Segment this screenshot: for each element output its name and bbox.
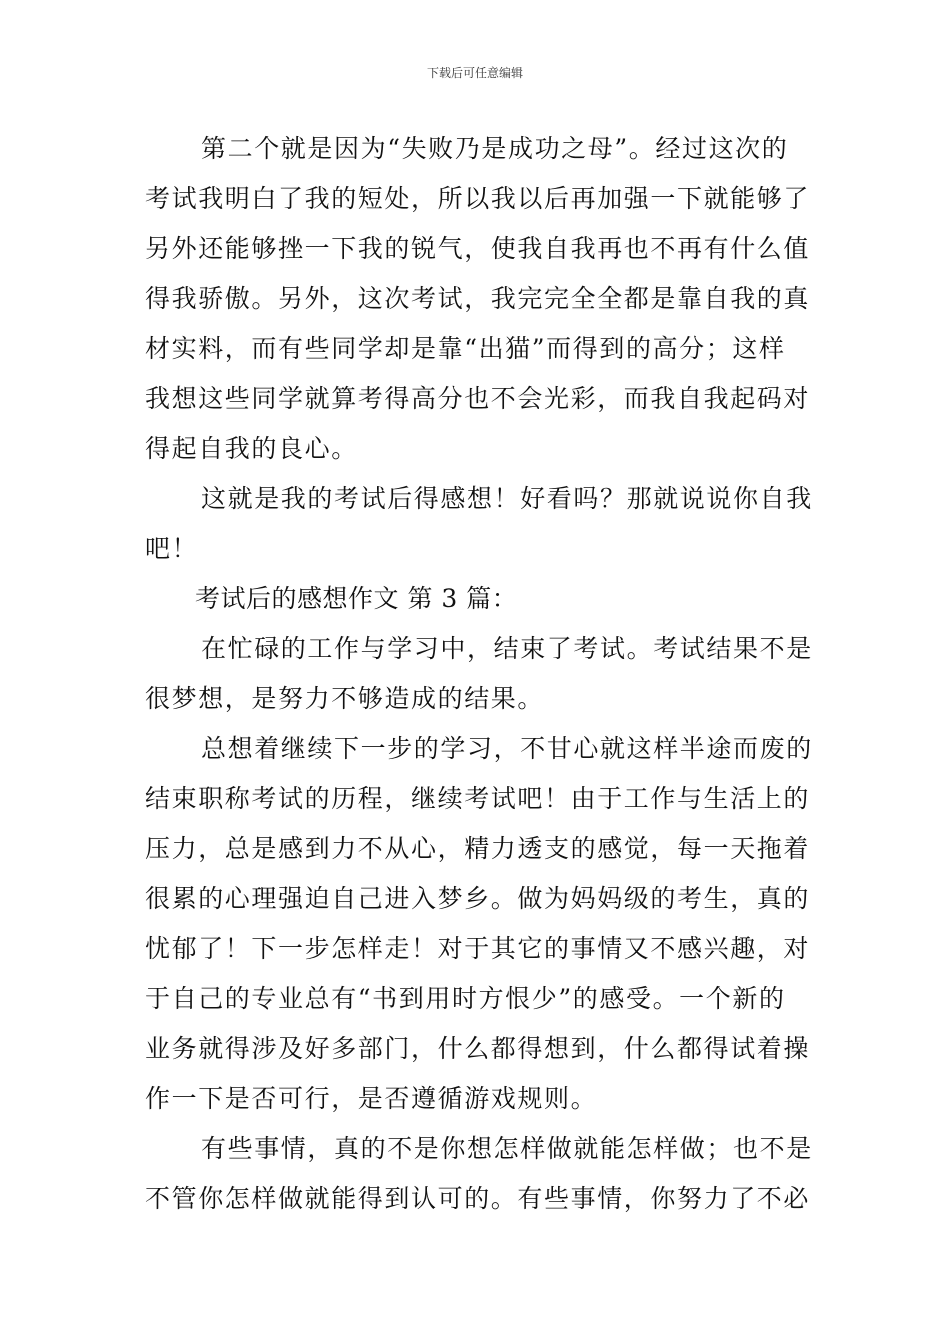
text-line: 业务就得涉及好多部门，什么都得想到，什么都得试着操 [145,1034,811,1063]
text-line: 另外还能够挫一下我的锐气，使我自我再也不再有什么值 [145,234,811,263]
text-line: 总想着继续下一步的学习，不甘心就这样半途而废的 [201,734,813,763]
text-line: 很梦想，是努力不够造成的结果。 [145,684,545,713]
text-line: 我想这些同学就算考得高分也不会光彩，而我自我起码对 [145,384,811,413]
text-line: 在忙碌的工作与学习中，结束了考试。考试结果不是 [201,634,813,663]
text-line: 忧郁了！下一步怎样走！对于其它的事情又不感兴趣，对 [145,934,811,963]
text-line: 有些事情，真的不是你想怎样做就能怎样做；也不是 [201,1134,813,1163]
text-line: 材实料，而有些同学却是靠“出猫”而得到的高分；这样 [145,334,786,363]
text-line: 不管你怎样做就能得到认可的。有些事情，你努力了不必 [145,1184,811,1213]
page-header: 下载后可任意编辑 [426,66,523,80]
document-body [145,124,813,1224]
text-line: 得起自我的良心。 [145,434,358,463]
text-line: 考试我明白了我的短处，所以我以后再加强一下就能够了 [145,184,811,213]
text-line: 第二个就是因为“失败乃是成功之母”。经过这次的 [201,134,789,163]
section-heading: 考试后的感想作文 第 3 篇： [195,584,518,613]
text-line: 得我骄傲。另外，这次考试，我完完全全都是靠自我的真 [145,284,811,313]
text-line: 压力，总是感到力不从心，精力透支的感觉，每一天拖着 [145,834,811,863]
text-line: 作一下是否可行，是否遵循游戏规则。 [145,1084,598,1113]
text-line: 吧！ [145,534,199,563]
text-line: 结束职称考试的历程，继续考试吧！由于工作与生活上的 [145,784,811,813]
text-line: 于自己的专业总有“书到用时方恨少”的感受。一个新的 [145,984,786,1013]
text-line: 很累的心理强迫自己进入梦乡。做为妈妈级的考生，真的 [145,884,811,913]
text-line: 这就是我的考试后得感想！好看吗？那就说说你自我 [201,484,813,513]
